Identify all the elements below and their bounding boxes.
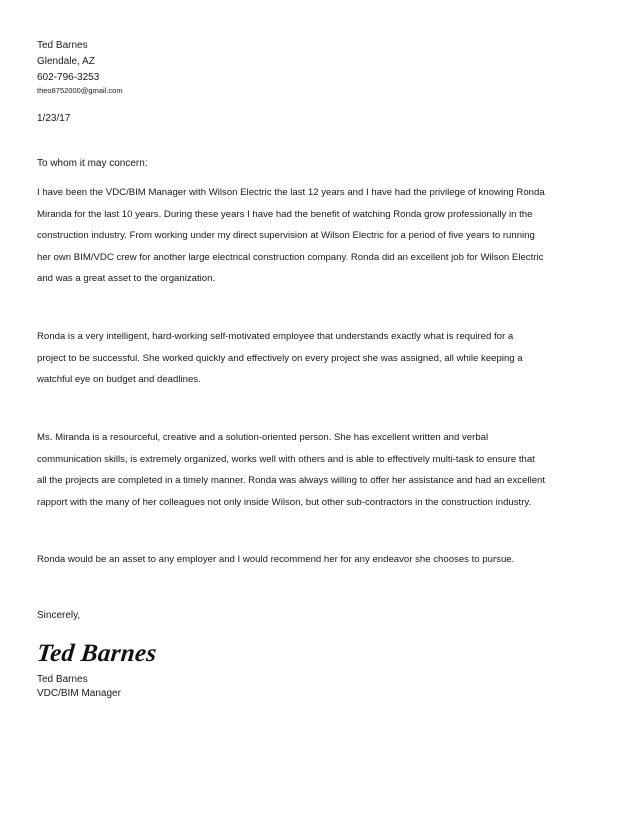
- sender-name: Ted Barnes: [37, 40, 88, 51]
- paragraph-line: I have been the VDC/BIM Manager with Wilson Electric the last 12 years and I have had the privilege of knowing Ronda: [37, 187, 545, 198]
- paragraph-line: and was a great asset to the organization.: [37, 273, 216, 285]
- paragraph-line: Miranda for the last 10 years. During these years I have had the benefit of watching Ronda grow professionally in the: [37, 208, 533, 220]
- paragraph-line: her own BIM/VDC crew for another large electrical construction company. Ronda did an excellent job for Wilson Electric: [37, 251, 544, 263]
- paragraph-line: Ms. Miranda is a resourceful, creative and a solution-oriented person. She has excellent written and verbal: [37, 432, 489, 443]
- paragraph-line: watchful eye on budget and deadlines.: [37, 374, 201, 386]
- paragraph-line: all the projects are completed in a timely manner. Ronda was always willing to offer her assistance and had an excellent: [37, 475, 546, 487]
- signer-title: VDC/BIM Manager: [37, 688, 121, 699]
- paragraph-line: Ronda is a very intelligent, hard-working self-motivated employee that understands exactly what is required for a: [37, 331, 514, 342]
- paragraph-4: [37, 549, 612, 571]
- paragraph-3: [37, 427, 612, 513]
- sender-email: theo8752000@gmail.com: [37, 86, 123, 95]
- paragraph-line: communication skills, is extremely organized, works well with others and is able to effectively multi-task to ensure that: [37, 453, 535, 465]
- closing: Sincerely,: [37, 610, 81, 621]
- letter-date: 1/23/17: [37, 113, 71, 124]
- signer-name: Ted Barnes: [37, 674, 88, 685]
- paragraph-line: rapport with the many of her colleagues not only inside Wilson, but other sub-contractors in the construction industry.: [37, 496, 532, 508]
- paragraph-line: Ronda would be an asset to any employer and I would recommend her for any endeavor she chooses to pursue.: [37, 554, 515, 565]
- paragraph-line: project to be successful. She worked quickly and effectively on every project she was assigned, all while keeping a: [37, 352, 523, 364]
- paragraph-2: [37, 326, 612, 391]
- salutation: To whom it may concern:: [37, 158, 148, 169]
- paragraph-1: [37, 182, 612, 290]
- paragraph-line: construction industry. From working under my direct supervision at Wilson Electric for a period of five years to running: [37, 230, 535, 242]
- sender-city: Glendale, AZ: [37, 56, 95, 67]
- signature: Ted Barnes: [35, 640, 158, 667]
- sender-phone: 602-796-3253: [37, 72, 100, 83]
